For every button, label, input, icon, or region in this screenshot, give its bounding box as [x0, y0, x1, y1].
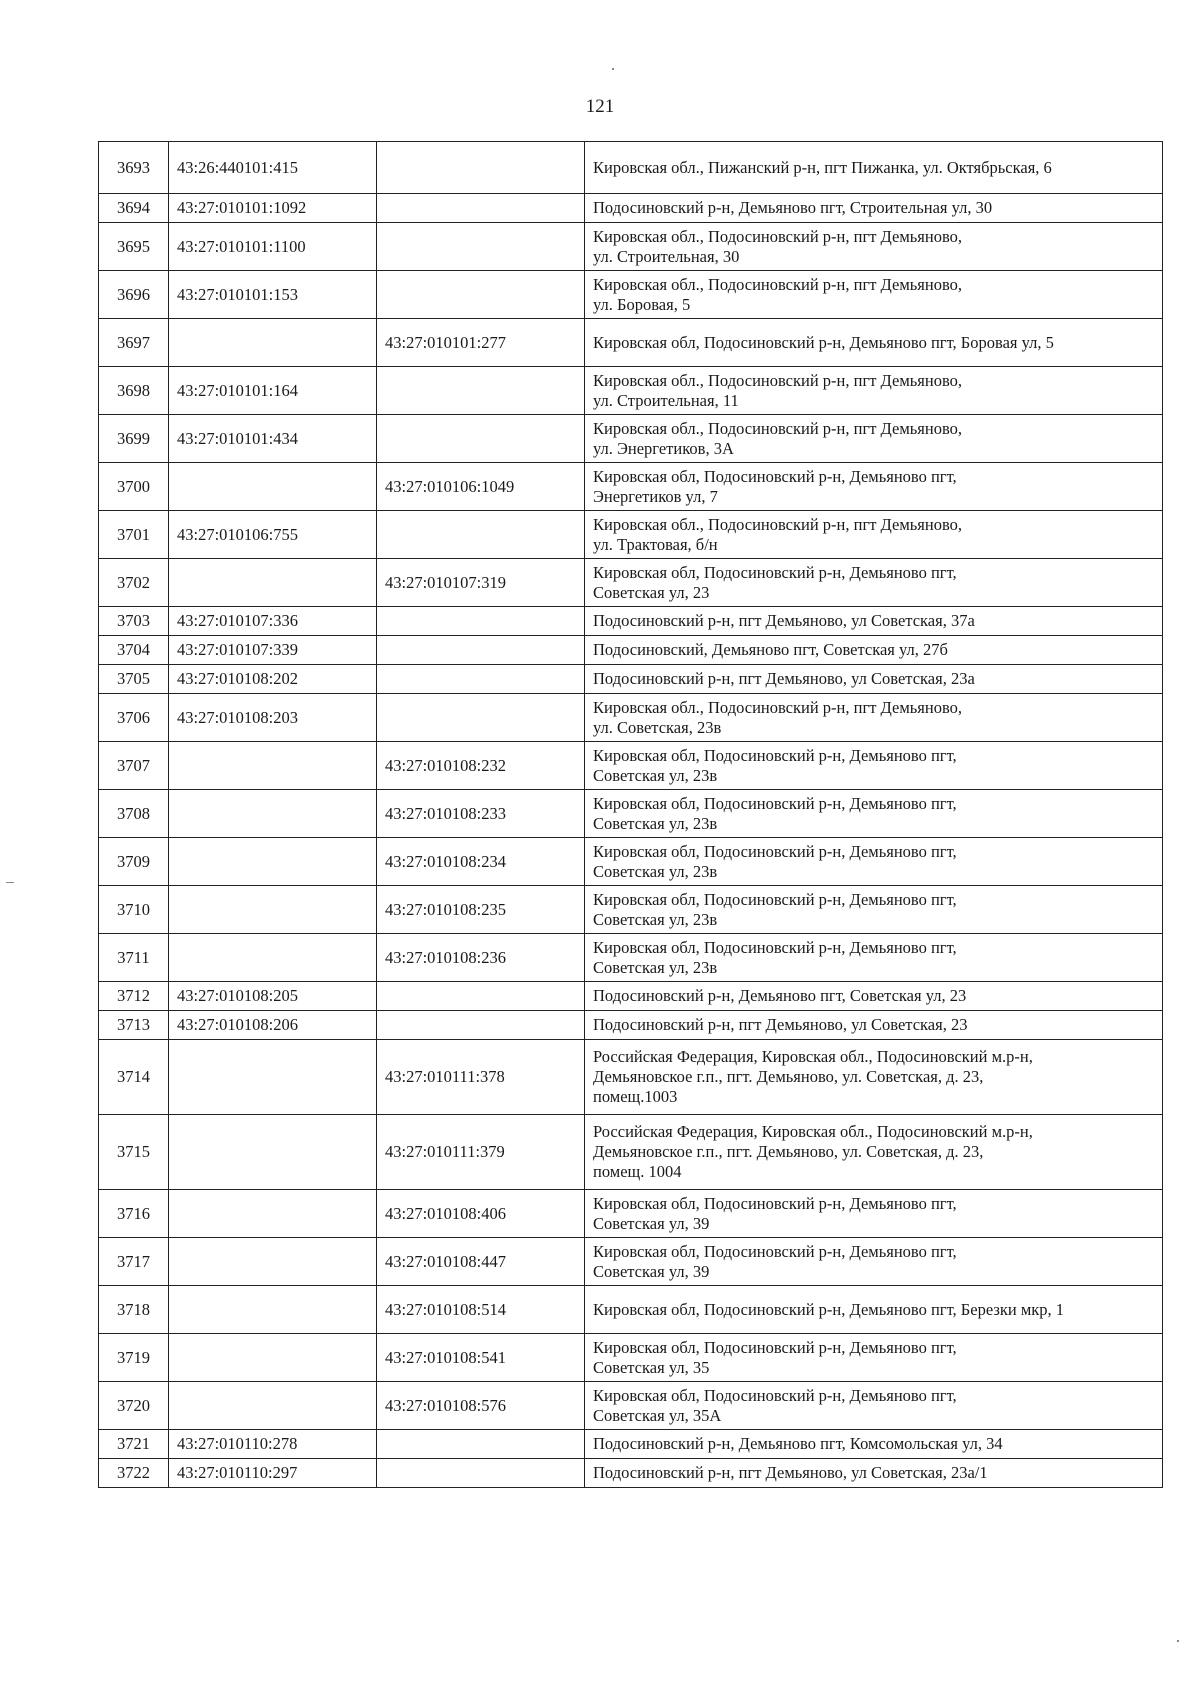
table-row	[99, 636, 1163, 665]
address-line: Советская ул, 35А	[593, 1405, 722, 1425]
address-line: Кировская обл, Подосиновский р-н, Демьяново пгт,	[593, 841, 957, 861]
table-row	[99, 790, 1163, 838]
cadastral-number	[169, 790, 377, 838]
table-row	[99, 511, 1163, 559]
row-number: 3719	[99, 1334, 169, 1382]
row-number: 3708	[99, 790, 169, 838]
table-row	[99, 1238, 1163, 1286]
row-number: 3697	[99, 319, 169, 367]
cadastral-number	[169, 1115, 377, 1190]
registry-body	[99, 142, 1163, 1488]
address-cell	[585, 1459, 1163, 1488]
address-line: ул. Строительная, 11	[593, 390, 739, 410]
address-cell	[585, 1190, 1163, 1238]
object-cadastral-number	[377, 607, 585, 636]
address-line: ул. Боровая, 5	[593, 294, 691, 314]
cadastral-number	[169, 838, 377, 886]
row-number: 3694	[99, 194, 169, 223]
row-number: 3711	[99, 934, 169, 982]
row-number: 3701	[99, 511, 169, 559]
table-row	[99, 1459, 1163, 1488]
row-number: 3720	[99, 1382, 169, 1430]
object-cadastral-number	[377, 367, 585, 415]
address-line: Советская ул, 23в	[593, 765, 718, 785]
cadastral-number	[169, 742, 377, 790]
address-line: Кировская обл, Подосиновский р-н, Демьяново пгт,	[593, 1193, 957, 1213]
address-line: Подосиновский р-н, Демьяново пгт, Строительная ул, 30	[593, 198, 993, 217]
table-row	[99, 1040, 1163, 1115]
table-row	[99, 1334, 1163, 1382]
table-row	[99, 1190, 1163, 1238]
table-row	[99, 463, 1163, 511]
address-line: Кировская обл., Подосиновский р-н, пгт Демьяново,	[593, 514, 963, 534]
address-cell	[585, 665, 1163, 694]
address-cell	[585, 607, 1163, 636]
cadastral-number	[169, 1334, 377, 1382]
address-line: Советская ул, 23в	[593, 909, 718, 929]
table-row	[99, 319, 1163, 367]
object-cadastral-number: 43:27:010108:576	[377, 1382, 585, 1430]
object-cadastral-number: 43:27:010108:236	[377, 934, 585, 982]
address-cell	[585, 636, 1163, 665]
cadastral-number: 43:26:440101:415	[169, 142, 377, 194]
address-line: Кировская обл, Подосиновский р-н, Демьяново пгт,	[593, 562, 957, 582]
address-line: помещ. 1004	[593, 1162, 682, 1181]
address-line: ул. Советская, 23в	[593, 717, 722, 737]
object-cadastral-number: 43:27:010108:514	[377, 1286, 585, 1334]
object-cadastral-number: 43:27:010108:235	[377, 886, 585, 934]
cadastral-number	[169, 1286, 377, 1334]
address-cell	[585, 1011, 1163, 1040]
address-line: ул. Энергетиков, 3А	[593, 438, 734, 458]
address-cell	[585, 742, 1163, 790]
address-cell	[585, 790, 1163, 838]
address-line: Кировская обл, Подосиновский р-н, Демьяново пгт,	[593, 466, 957, 486]
address-line: Советская ул, 23	[593, 582, 710, 602]
object-cadastral-number	[377, 223, 585, 271]
row-number: 3714	[99, 1040, 169, 1115]
row-number: 3718	[99, 1286, 169, 1334]
cadastral-number: 43:27:010107:336	[169, 607, 377, 636]
address-line: Советская ул, 23в	[593, 813, 718, 833]
cadastral-number: 43:27:010107:339	[169, 636, 377, 665]
row-number: 3715	[99, 1115, 169, 1190]
cadastral-number: 43:27:010101:1100	[169, 223, 377, 271]
object-cadastral-number	[377, 415, 585, 463]
address-line: помещ.1003	[593, 1087, 678, 1106]
object-cadastral-number: 43:27:010108:447	[377, 1238, 585, 1286]
address-line: Кировская обл., Пижанский р-н, пгт Пижанка, ул. Октябрьская, 6	[593, 157, 1052, 177]
address-cell	[585, 367, 1163, 415]
address-line: Кировская обл, Подосиновский р-н, Демьяново пгт,	[593, 1241, 957, 1261]
address-line: Подосиновский р-н, пгт Демьяново, ул Советская, 23а	[593, 669, 975, 688]
address-line: Кировская обл., Подосиновский р-н, пгт Демьяново,	[593, 418, 963, 438]
address-line: Кировская обл., Подосиновский р-н, пгт Демьяново,	[593, 226, 963, 246]
cadastral-number	[169, 463, 377, 511]
cadastral-number: 43:27:010101:153	[169, 271, 377, 319]
table-row	[99, 1115, 1163, 1190]
cadastral-number	[169, 559, 377, 607]
table-row	[99, 415, 1163, 463]
address-cell	[585, 559, 1163, 607]
address-cell	[585, 223, 1163, 271]
object-cadastral-number	[377, 1459, 585, 1488]
address-line: Кировская обл, Подосиновский р-н, Демьяново пгт,	[593, 889, 957, 909]
address-line: Подосиновский р-н, Демьяново пгт, Советская ул, 23	[593, 986, 967, 1005]
row-number: 3712	[99, 982, 169, 1011]
cadastral-number	[169, 886, 377, 934]
row-number: 3695	[99, 223, 169, 271]
cadastral-number	[169, 319, 377, 367]
table-row	[99, 838, 1163, 886]
row-number: 3700	[99, 463, 169, 511]
address-line: Кировская обл, Подосиновский р-н, Демьяново пгт, Боровая ул, 5	[593, 332, 1054, 352]
address-cell	[585, 1238, 1163, 1286]
address-line: Кировская обл, Подосиновский р-н, Демьяново пгт,	[593, 793, 957, 813]
cadastral-number	[169, 1382, 377, 1430]
address-line: Подосиновский р-н, пгт Демьяново, ул Советская, 23	[593, 1015, 968, 1034]
address-line: ул. Трактовая, б/н	[593, 534, 718, 554]
address-line: Кировская обл, Подосиновский р-н, Демьяново пгт, Березки мкр, 1	[593, 1299, 1065, 1319]
row-number: 3706	[99, 694, 169, 742]
address-cell	[585, 1334, 1163, 1382]
address-line: Подосиновский р-н, Демьяново пгт, Комсомольская ул, 34	[593, 1434, 1003, 1453]
object-cadastral-number: 43:27:010111:379	[377, 1115, 585, 1190]
address-line: ул. Строительная, 30	[593, 246, 740, 266]
row-number: 3703	[99, 607, 169, 636]
table-row	[99, 194, 1163, 223]
address-cell	[585, 415, 1163, 463]
row-number: 3702	[99, 559, 169, 607]
address-line: Советская ул, 35	[593, 1357, 710, 1377]
cadastral-number: 43:27:010110:297	[169, 1459, 377, 1488]
row-number: 3717	[99, 1238, 169, 1286]
address-cell	[585, 934, 1163, 982]
cadastral-number: 43:27:010108:203	[169, 694, 377, 742]
address-line: Подосиновский р-н, пгт Демьяново, ул Советская, 37а	[593, 611, 975, 630]
address-line: Подосиновский, Демьяново пгт, Советская ул, 27б	[593, 640, 948, 659]
address-cell	[585, 982, 1163, 1011]
object-cadastral-number	[377, 982, 585, 1011]
address-cell	[585, 886, 1163, 934]
cadastral-number: 43:27:010108:205	[169, 982, 377, 1011]
table-row	[99, 223, 1163, 271]
cadastral-number: 43:27:010101:1092	[169, 194, 377, 223]
table-row	[99, 1382, 1163, 1430]
object-cadastral-number	[377, 142, 585, 194]
table-row	[99, 742, 1163, 790]
scan-speck	[6, 882, 14, 883]
table-row	[99, 607, 1163, 636]
address-line: Советская ул, 23в	[593, 957, 718, 977]
table-row	[99, 367, 1163, 415]
address-line: Кировская обл, Подосиновский р-н, Демьяново пгт,	[593, 1385, 957, 1405]
table-row	[99, 142, 1163, 194]
address-line: Демьяновское г.п., пгт. Демьяново, ул. Советская, д. 23,	[593, 1067, 984, 1086]
table-row	[99, 271, 1163, 319]
address-cell	[585, 1115, 1163, 1190]
object-cadastral-number: 43:27:010108:541	[377, 1334, 585, 1382]
address-line: Советская ул, 39	[593, 1213, 710, 1233]
table-row	[99, 934, 1163, 982]
address-cell	[585, 1286, 1163, 1334]
row-number: 3696	[99, 271, 169, 319]
table-row	[99, 886, 1163, 934]
address-cell	[585, 271, 1163, 319]
registry-table	[98, 141, 1163, 1488]
object-cadastral-number	[377, 271, 585, 319]
address-cell	[585, 838, 1163, 886]
address-cell	[585, 463, 1163, 511]
address-line: Кировская обл, Подосиновский р-н, Демьяново пгт,	[593, 1337, 957, 1357]
object-cadastral-number: 43:27:010108:233	[377, 790, 585, 838]
address-cell	[585, 694, 1163, 742]
row-number: 3699	[99, 415, 169, 463]
address-line: Кировская обл., Подосиновский р-н, пгт Демьяново,	[593, 370, 963, 390]
row-number: 3721	[99, 1430, 169, 1459]
address-line: Российская Федерация, Кировская обл., Подосиновский м.р-н,	[593, 1047, 1033, 1066]
row-number: 3713	[99, 1011, 169, 1040]
row-number: 3705	[99, 665, 169, 694]
address-line: Российская Федерация, Кировская обл., Подосиновский м.р-н,	[593, 1122, 1033, 1141]
row-number: 3709	[99, 838, 169, 886]
page-number: 121	[585, 96, 615, 117]
row-number: 3698	[99, 367, 169, 415]
object-cadastral-number	[377, 1430, 585, 1459]
address-line: Энергетиков ул, 7	[593, 486, 718, 506]
cadastral-number: 43:27:010101:164	[169, 367, 377, 415]
address-line: Подосиновский р-н, пгт Демьяново, ул Советская, 23а/1	[593, 1463, 988, 1482]
cadastral-number: 43:27:010101:434	[169, 415, 377, 463]
object-cadastral-number: 43:27:010101:277	[377, 319, 585, 367]
cadastral-number: 43:27:010106:755	[169, 511, 377, 559]
cadastral-number	[169, 934, 377, 982]
address-line: Советская ул, 23в	[593, 861, 718, 881]
object-cadastral-number: 43:27:010106:1049	[377, 463, 585, 511]
address-line: Советская ул, 39	[593, 1261, 710, 1281]
address-cell	[585, 142, 1163, 194]
table-row	[99, 1286, 1163, 1334]
row-number: 3704	[99, 636, 169, 665]
row-number: 3693	[99, 142, 169, 194]
object-cadastral-number	[377, 636, 585, 665]
address-cell	[585, 319, 1163, 367]
table-row	[99, 665, 1163, 694]
address-cell	[585, 1382, 1163, 1430]
table-row	[99, 694, 1163, 742]
object-cadastral-number	[377, 194, 585, 223]
object-cadastral-number: 43:27:010108:406	[377, 1190, 585, 1238]
address-cell	[585, 511, 1163, 559]
object-cadastral-number	[377, 665, 585, 694]
address-cell	[585, 1040, 1163, 1115]
address-line: Демьяновское г.п., пгт. Демьяново, ул. Советская, д. 23,	[593, 1142, 984, 1161]
address-line: Кировская обл., Подосиновский р-н, пгт Демьяново,	[593, 697, 963, 717]
object-cadastral-number	[377, 694, 585, 742]
row-number: 3710	[99, 886, 169, 934]
table-row	[99, 1430, 1163, 1459]
table-row	[99, 982, 1163, 1011]
address-line: Кировская обл., Подосиновский р-н, пгт Демьяново,	[593, 274, 963, 294]
cadastral-number: 43:27:010108:202	[169, 665, 377, 694]
row-number: 3707	[99, 742, 169, 790]
object-cadastral-number: 43:27:010108:234	[377, 838, 585, 886]
object-cadastral-number	[377, 1011, 585, 1040]
scan-speck	[1177, 1640, 1179, 1642]
row-number: 3722	[99, 1459, 169, 1488]
cadastral-number: 43:27:010110:278	[169, 1430, 377, 1459]
object-cadastral-number: 43:27:010111:378	[377, 1040, 585, 1115]
cadastral-number	[169, 1238, 377, 1286]
object-cadastral-number: 43:27:010107:319	[377, 559, 585, 607]
table-row	[99, 559, 1163, 607]
scan-speck	[612, 68, 614, 70]
cadastral-number	[169, 1040, 377, 1115]
object-cadastral-number: 43:27:010108:232	[377, 742, 585, 790]
address-cell	[585, 194, 1163, 223]
object-cadastral-number	[377, 511, 585, 559]
table-row	[99, 1011, 1163, 1040]
row-number: 3716	[99, 1190, 169, 1238]
cadastral-number	[169, 1190, 377, 1238]
address-cell	[585, 1430, 1163, 1459]
address-line: Кировская обл, Подосиновский р-н, Демьяново пгт,	[593, 745, 957, 765]
cadastral-number: 43:27:010108:206	[169, 1011, 377, 1040]
address-line: Кировская обл, Подосиновский р-н, Демьяново пгт,	[593, 937, 957, 957]
